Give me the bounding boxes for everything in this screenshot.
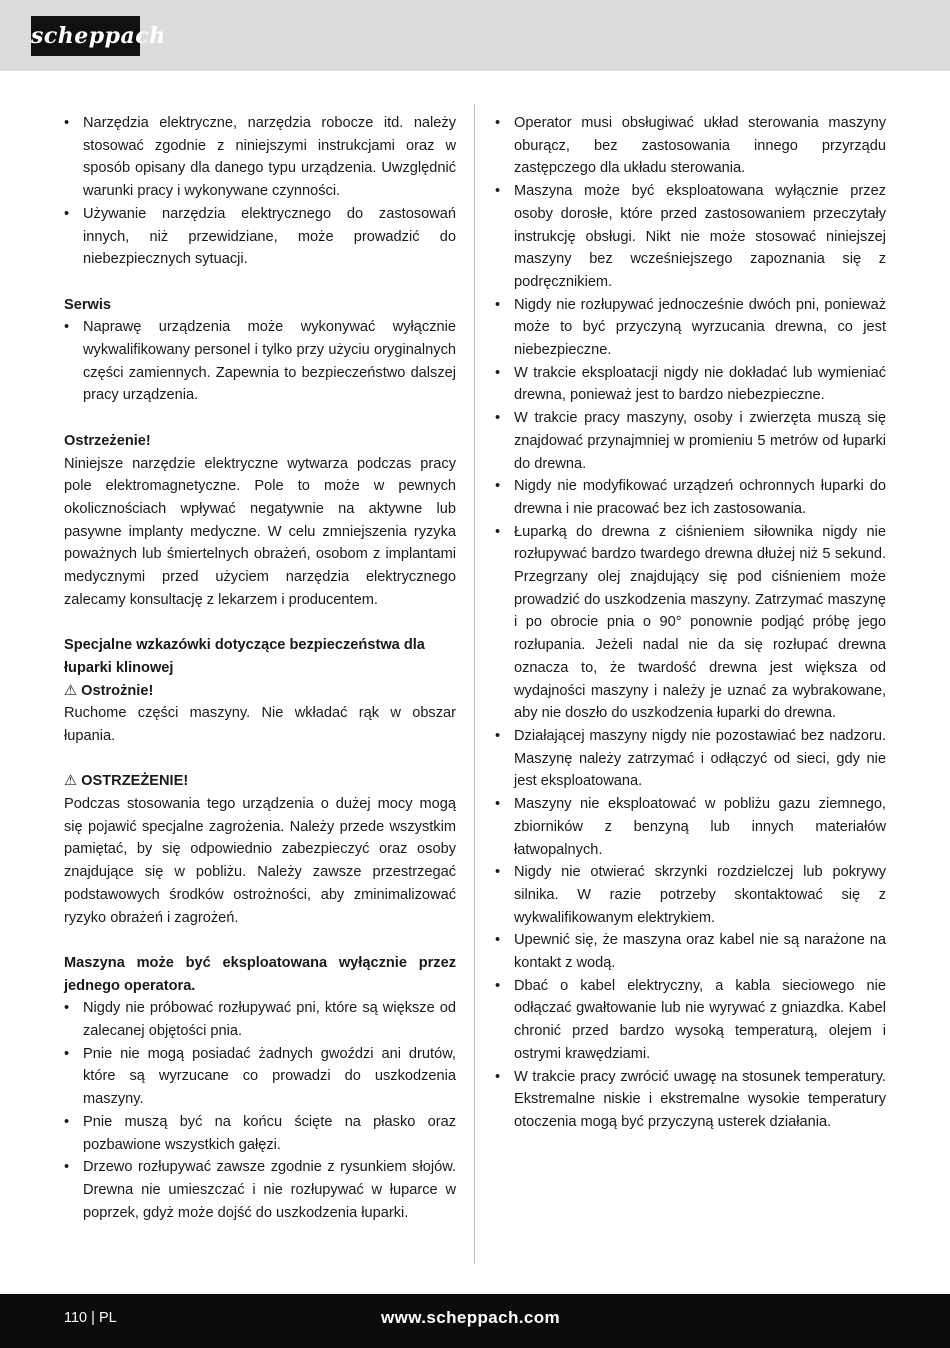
special-heading: Specjalne wzkazówki dotyczące bezpieczeństwa dla łuparki klinowej xyxy=(64,637,425,676)
caution-heading-row xyxy=(64,680,456,703)
page-number: 110 | PL xyxy=(64,1310,117,1326)
list-item: • Dbać o kabel elektryczny, a kabla sieciowego nie odłączać gwałtowanie lub nie wyrywać z gniazdka. Kabel chronić przed bardzo wysoką temperaturą, olejem i ostrymi krawędziami. xyxy=(495,975,886,1066)
alert-text: Podczas stosowania tego urządzenia o dużej mocy mogą się pojawić specjalne zagrożenia. Należy przede wszystkim pamiętać, by się odpowiednio zabezpieczyć oraz osoby znajdujące się w pobliżu. Należy zawsze przestrzegać podstawowych środków ostrożności, aby zminimalizować ryzyko obrażeń i zagrożeń. xyxy=(64,796,456,926)
list-item: • Nigdy nie rozłupywać jednocześnie dwóch pni, ponieważ może to być przyczyną wyrzucania drewna, co jest niebezpieczne. xyxy=(495,294,886,362)
list-item: • W trakcie eksploatacji nigdy nie dokładać lub wymieniać drewna, ponieważ jest to bardzo niebezpieczne. xyxy=(495,362,886,407)
column-divider xyxy=(474,104,475,1264)
list-item: • W trakcie pracy zwrócić uwagę na stosunek temperatury. Ekstremalne niskie i ekstremalne wysokie temperatury otoczenia mogą być przyczyną usterek działania. xyxy=(495,1066,886,1134)
warning-triangle-icon: ⚠ xyxy=(64,773,78,790)
list-item: • Łuparką do drewna z ciśnieniem siłownika nigdy nie rozłupywać bardzo twardego drewna dłużej niż 5 sekund. Przegrzany olej znajdujący się pod ciśnieniem może prowadzić do uszkodzenia maszyny. Zatrzymać maszynę i po obrocie pnia o 90° ponownie podjąć próbę jego rozłupania. Jeżeli nadal nie da się rozłupać drewna oznacza to, że twardość drewna jest większa od wydajności maszyny i należy je uznać za wybrakowane, aby nie doszło do uszkodzenia łuparki do drewna. xyxy=(495,521,886,725)
list-item: • Narzędzia elektryczne, narzędzia robocze itd. należy stosować zgodnie z niniejszymi instrukcjami oraz w sposób opisany dla danego typu urządzenia. Uwzględnić warunki pracy i wykonywane czynności. xyxy=(64,112,456,203)
warning-text: Niniejsze narzędzie elektryczne wytwarza podczas pracy pole elektromagnetyczne. Pole to może w pewnych okolicznościach wpływać negatywnie na aktywne lub pasywne implanty medyczne. W celu zmniejszenia ryzyka poważnych lub śmiertelnych obrażeń, osobom z implantami medycznymi przed użyciem narzędzia elektrycznego zalecamy konsultację z lekarzem i producentem. xyxy=(64,455,456,608)
list-item: • Używanie narzędzia elektrycznego do zastosowań innych, niż przewidziane, może prowadzić do niebezpiecznych sytuacji. xyxy=(64,203,456,271)
list-item: • Maszyny nie eksploatować w pobliżu gazu ziemnego, zbiorników z benzyną lub innych materiałów łatwopalnych. xyxy=(495,793,886,861)
list-item: • Upewnić się, że maszyna oraz kabel nie są narażone na kontakt z wodą. xyxy=(495,929,886,974)
intro-list xyxy=(64,112,456,271)
footer-band xyxy=(0,1294,950,1348)
list-item: • Nigdy nie modyfikować urządzeń ochronnych łuparki do drewna i nie pracować bez ich zastosowania. xyxy=(495,475,886,520)
list-item: • Nigdy nie próbować rozłupywać pni, które są większe od zalecanej objętości pnia. xyxy=(64,997,456,1042)
header-band xyxy=(0,0,950,71)
list-item: • Naprawę urządzenia może wykonywać wyłącznie wykwalifikowany personel i tylko przy użyciu oryginalnych części zamiennych. Zapewnia to bezpieczeństwo dalszej pracy urządzenia. xyxy=(64,316,456,407)
list-item: • Maszyna może być eksploatowana wyłącznie przez osoby dorosłe, które przed zastosowaniem przeczytały instrukcję obsługi. Nikt nie może stosować niniejszej maszyny bez wcześniejszego zapoznania się z podręcznikiem. xyxy=(495,180,886,294)
operator-heading: Maszyna może być eksploatowana wyłącznie przez jednego operatora. xyxy=(64,954,456,994)
warning-heading: Ostrzeżenie! xyxy=(64,432,151,449)
service-heading: Serwis xyxy=(64,296,112,313)
list-item: • Operator musi obsługiwać układ sterowania maszyny oburącz, bez zastosowania innego przyrządu zastępczego dla układu sterowania. xyxy=(495,112,886,180)
brand-logo: scheppach xyxy=(31,16,140,56)
caution-text: Ruchome części maszyny. Nie wkładać rąk w obszar łupania. xyxy=(64,705,456,744)
warning-triangle-icon: ⚠ xyxy=(64,682,78,699)
safety-list xyxy=(495,112,886,1134)
list-item: • Nigdy nie otwierać skrzynki rozdzielczej lub pokrywy silnika. W razie potrzeby skontaktować się z wykwalifikowanym elektrykiem. xyxy=(495,861,886,929)
left-column xyxy=(64,112,456,1224)
operator-list xyxy=(64,997,456,1224)
service-list xyxy=(64,316,456,407)
list-item: • Pnie nie mogą posiadać żadnych gwoździ ani drutów, które są wyrzucane co prowadzi do uszkodzenia maszyny. xyxy=(64,1043,456,1111)
alert-heading-row xyxy=(64,770,456,793)
caution-heading: Ostrożnie! xyxy=(81,682,154,699)
list-item: • Drzewo rozłupywać zawsze zgodnie z rysunkiem słojów. Drewna nie umieszczać i nie rozłupywać w łuparce w poprzek, gdyż może dojść do uszkodzenia łuparki. xyxy=(64,1156,456,1224)
right-column xyxy=(495,112,886,1134)
list-item: • Działającej maszyny nigdy nie pozostawiać bez nadzoru. Maszynę należy zatrzymać i odłączyć od sieci, gdy nie jest eksploatowana. xyxy=(495,725,886,793)
alert-heading: OSTRZEŻENIE! xyxy=(81,773,189,790)
list-item: • Pnie muszą być na końcu ścięte na płasko oraz pozbawione wszystkich gałęzi. xyxy=(64,1111,456,1156)
website-link[interactable]: www.scheppach.com xyxy=(381,1308,561,1327)
list-item: • W trakcie pracy maszyny, osoby i zwierzęta muszą się znajdować przynajmniej w promieniu 5 metrów od łuparki do drewna. xyxy=(495,407,886,475)
